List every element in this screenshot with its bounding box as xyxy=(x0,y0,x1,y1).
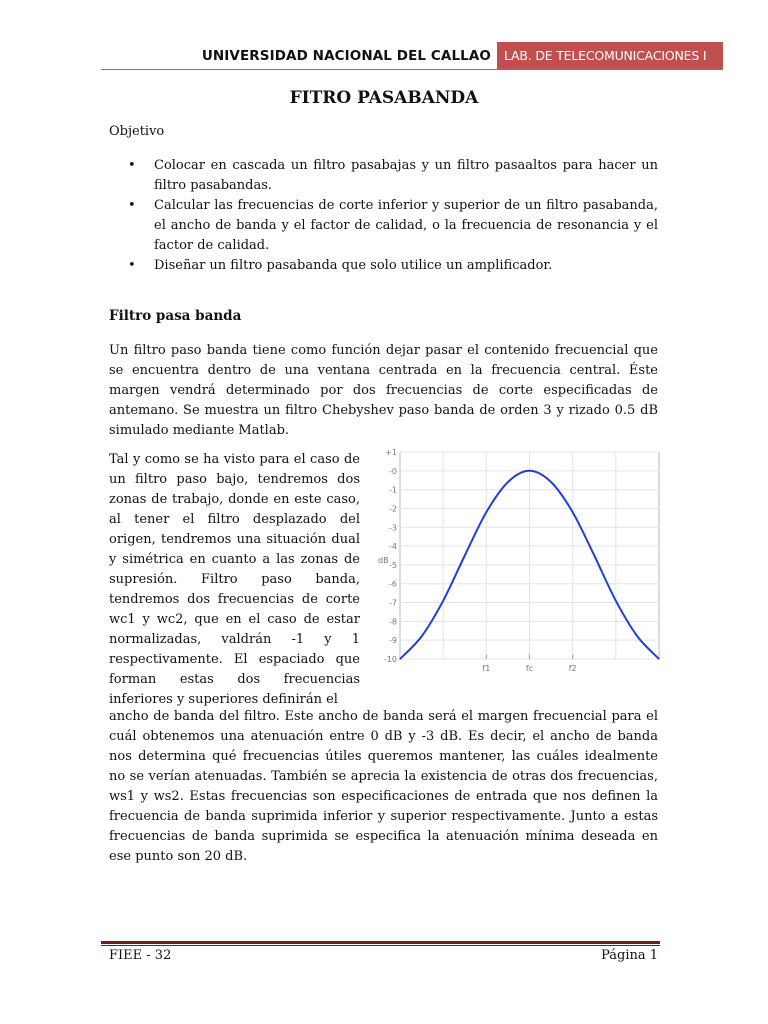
data-point xyxy=(529,470,530,471)
data-point xyxy=(464,555,465,556)
paragraph-intro: Un filtro paso banda tiene como función dejar pasar el contenido frecuencial que se encuentra dentro de una ventana centrada en la frecuencia central. Éste margen vendrá determinado por dos frecuencias de corte especificadas de antemano. Se muestra un filtro Chebyshev paso banda de orden 3 y rizado 0.5 dB simulado mediante Matlab. xyxy=(109,343,658,438)
section-heading: Filtro pasa banda xyxy=(109,308,242,324)
y-tick-label: -7 xyxy=(389,598,397,608)
data-point xyxy=(637,636,638,637)
data-point xyxy=(615,600,616,601)
x-tick-label: f2 xyxy=(568,664,577,673)
y-tick-label: -1 xyxy=(389,485,397,495)
list-item: • Colocar en cascada un filtro pasabajas y un filtro pasaaltos para hacer un filtro pasabandas. xyxy=(126,156,658,196)
data-point xyxy=(443,600,444,601)
y-tick-label: -9 xyxy=(389,636,397,646)
header-divider xyxy=(101,69,723,70)
y-tick-label: -8 xyxy=(389,617,397,627)
bandpass-chart xyxy=(372,441,664,681)
data-point xyxy=(399,658,400,659)
page-title: FITRO PASABANDA xyxy=(289,88,479,108)
y-tick-label: +1 xyxy=(385,448,397,457)
y-tick-label: -3 xyxy=(389,523,397,533)
y-tick-label: -4 xyxy=(389,542,397,552)
footer-divider xyxy=(101,941,660,944)
y-axis-label: dB xyxy=(378,556,389,566)
y-tick-label: -0 xyxy=(389,466,397,476)
university-name: UNIVERSIDAD NACIONAL DEL CALLAO xyxy=(201,48,491,64)
footer-course: FIEE - 32 xyxy=(109,948,172,963)
data-point xyxy=(421,636,422,637)
y-tick-label: -10 xyxy=(383,655,397,664)
data-point xyxy=(658,658,659,659)
data-point xyxy=(507,482,508,483)
data-point xyxy=(486,512,487,513)
x-tick-label: fc xyxy=(525,664,534,673)
y-tick-label: -6 xyxy=(389,579,397,589)
y-tick-label: -2 xyxy=(389,504,397,514)
y-tick-label: -5 xyxy=(389,560,397,570)
paragraph-zones: Tal y como se ha visto para el caso de un filtro paso bajo, tendremos dos zonas de trabajo, donde en este caso, al tener el filtro desplazado del origen, tendremos una situación dual y simétrica en cuanto a las zonas de supresión. Filtro paso banda, tendremos dos frecuencias de corte wc1 y wc2, que en el caso de estar normalizadas, valdrán -1 y 1 respectivamente. El espaciado que forman estas dos frecuencias inferiores y superiores definirán el xyxy=(109,452,360,707)
data-point xyxy=(594,555,595,556)
page-number: Página 1 xyxy=(601,948,658,963)
objective-heading: Objetivo xyxy=(109,124,165,139)
lab-badge: LAB. DE TELECOMUNICACIONES I xyxy=(497,42,723,69)
paragraph-bandwidth: ancho de banda del filtro. Este ancho de banda será el margen frecuencial para el cuál obtenemos una atenuación entre 0 dB y -3 dB. Es decir, el ancho de banda nos determina qué frecuencias útiles queremos mantener, las cuáles idealmente no se verían atenuadas. También se aprecia la existencia de otras dos frecuencias, ws1 y ws2. Estas frecuencias son especificaciones de entrada que nos definen la frecuencia de banda suprimida inferior y superior respectivamente. Junto a estas frecuencias de banda suprimida se especifica la atenuación mínima deseada en ese punto son 20 dB. xyxy=(109,709,658,864)
objective-list xyxy=(126,156,658,276)
footer-divider-thin xyxy=(101,945,660,946)
page-header xyxy=(101,42,723,70)
list-item: • Calcular las frecuencias de corte inferior y superior de un filtro pasabanda, el ancho de banda y el factor de calidad, o la frecuencia de resonancia y el factor de calidad. xyxy=(126,196,658,256)
data-point xyxy=(550,482,551,483)
data-point xyxy=(572,512,573,513)
chart-svg xyxy=(372,441,664,681)
x-tick-label: f1 xyxy=(482,664,491,673)
list-item: • Diseñar un filtro pasabanda que solo utilice un amplificador. xyxy=(126,256,658,276)
